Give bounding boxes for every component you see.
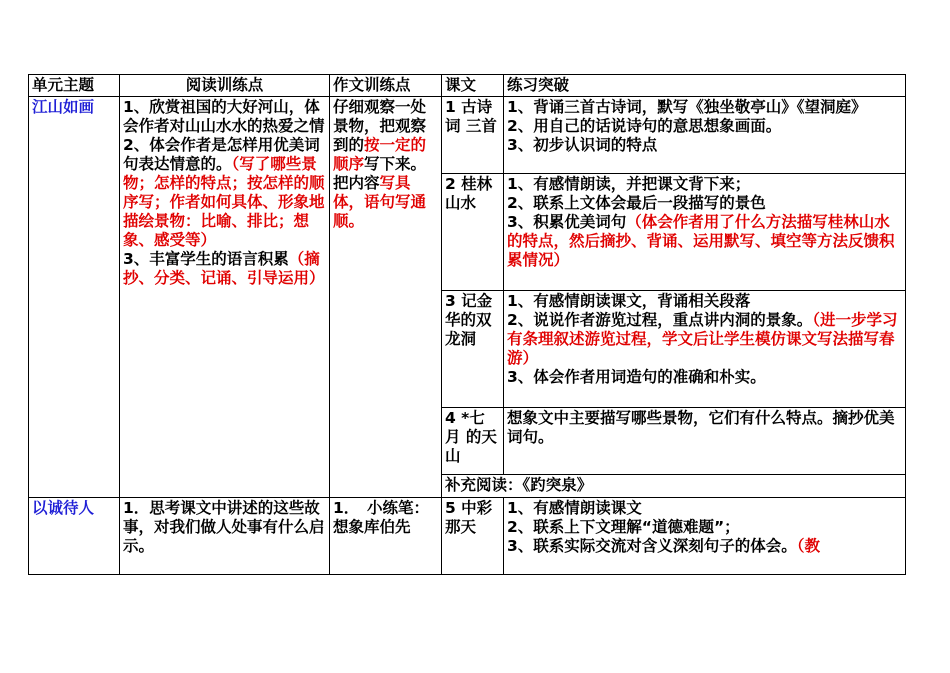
writing-emphasis: 写具体，语句写通顺。: [333, 174, 427, 230]
reading-points-cell: [120, 498, 330, 575]
header-row: [29, 75, 906, 97]
practice-cell: [504, 408, 906, 475]
practice-item: [507, 213, 902, 270]
practice-item: 1、背诵三首古诗词，默写《独坐敬亭山》《望洞庭》: [507, 98, 867, 116]
writing-text: 1． 小练笔：: [333, 499, 430, 517]
header-lesson: 课文: [442, 75, 504, 97]
header-unit-theme: 单元主题: [29, 75, 120, 97]
reading-point: [123, 136, 326, 250]
practice-item-note: （教: [796, 537, 821, 555]
practice-item-text: 3、联系实际交流对含义深刻句子的体会。: [507, 537, 797, 555]
practice-item: 想象文中主要描写哪些景物，它们有什么特点。摘抄优美词句。: [507, 409, 895, 446]
unit-theme-cell: 江山如画: [29, 97, 120, 498]
practice-item: 3、初步认识词的特点: [507, 136, 658, 154]
lesson-title-cell: 3 记金华的双龙洞: [442, 291, 504, 408]
header-reading-points: 阅读训练点: [120, 75, 330, 97]
writing-text: 写下来。把内容: [333, 155, 427, 192]
reading-point-note: （摘抄、分类、记诵、引导运用）: [123, 250, 325, 287]
practice-item-note: （体会作者用了什么方法描写桂林山水的特点，然后摘抄、背诵、运用默写、填空等方法反馈积累情况）: [507, 213, 895, 269]
header-practice: 练习突破: [504, 75, 906, 97]
practice-cell: [504, 97, 906, 174]
reading-point: 1．思考课文中讲述的这些故事，对我们做人处事有什么启示。: [123, 499, 325, 555]
lesson-title-cell: 4 *七月 的天山: [442, 408, 504, 475]
practice-item: 1、有感情朗读课文: [507, 499, 642, 517]
practice-item-text: 2、说说作者游览过程，重点讲内洞的景象。: [507, 311, 813, 329]
writing-emphasis: 按一定的顺序: [333, 136, 427, 173]
lesson-plan-table: [28, 74, 906, 575]
practice-cell: [504, 498, 906, 575]
practice-item: [507, 311, 902, 368]
practice-item-text: 3、积累优美词句: [507, 213, 627, 231]
practice-item: 2、联系上下文理解“道德难题”；: [507, 518, 740, 536]
writing-text: 仔细观察一处景物，把观察到的: [333, 98, 427, 154]
writing-points-cell: [330, 97, 442, 498]
lesson-title-cell: 2 桂林山水: [442, 174, 504, 291]
lesson-title-cell: 5 中彩那天: [442, 498, 504, 575]
reading-point-note: （写了哪些景物；怎样的特点；按怎样的顺序写；作者如何具体、形象地描绘景物：比喻、排比；想象、感受等）: [123, 155, 325, 249]
practice-cell: [504, 174, 906, 291]
table-row: [29, 498, 906, 575]
table-row: [29, 97, 906, 174]
practice-item: 1、有感情朗读，并把课文背下来；: [507, 175, 751, 193]
reading-point-text: 3、丰富学生的语言积累: [123, 250, 289, 268]
practice-item: 2、用自己的话说诗句的意思想象画面。: [507, 117, 782, 135]
reading-point: [123, 98, 326, 136]
practice-item: 1、有感情朗读课文，背诵相关段落: [507, 292, 751, 310]
header-writing-points: 作文训练点: [330, 75, 442, 97]
practice-item-note: （进一步学习有条理叙述游览过程，学文后让学生模仿课文写法描写春游）: [507, 311, 898, 367]
writing-text: 想象库伯先: [333, 518, 411, 536]
reading-point-text: 1、欣赏祖国的大好河山，体会作者对山山水水的热爱之情: [123, 98, 325, 135]
reading-point: [123, 250, 326, 288]
reading-point-text: 2、体会作者是怎样用优美词句表达情意的。: [123, 136, 320, 173]
practice-cell: [504, 291, 906, 408]
supplement-reading: 补充阅读：《趵突泉》: [442, 475, 906, 498]
practice-item: [507, 537, 902, 556]
lesson-title-cell: 1 古诗词 三首: [442, 97, 504, 174]
writing-points-cell: [330, 498, 442, 575]
reading-points-cell: [120, 97, 330, 498]
practice-item: 3、体会作者用词造句的准确和朴实。: [507, 368, 766, 386]
practice-item: 2、联系上文体会最后一段描写的景色: [507, 194, 766, 212]
unit-theme-cell: 以诚待人: [29, 498, 120, 575]
